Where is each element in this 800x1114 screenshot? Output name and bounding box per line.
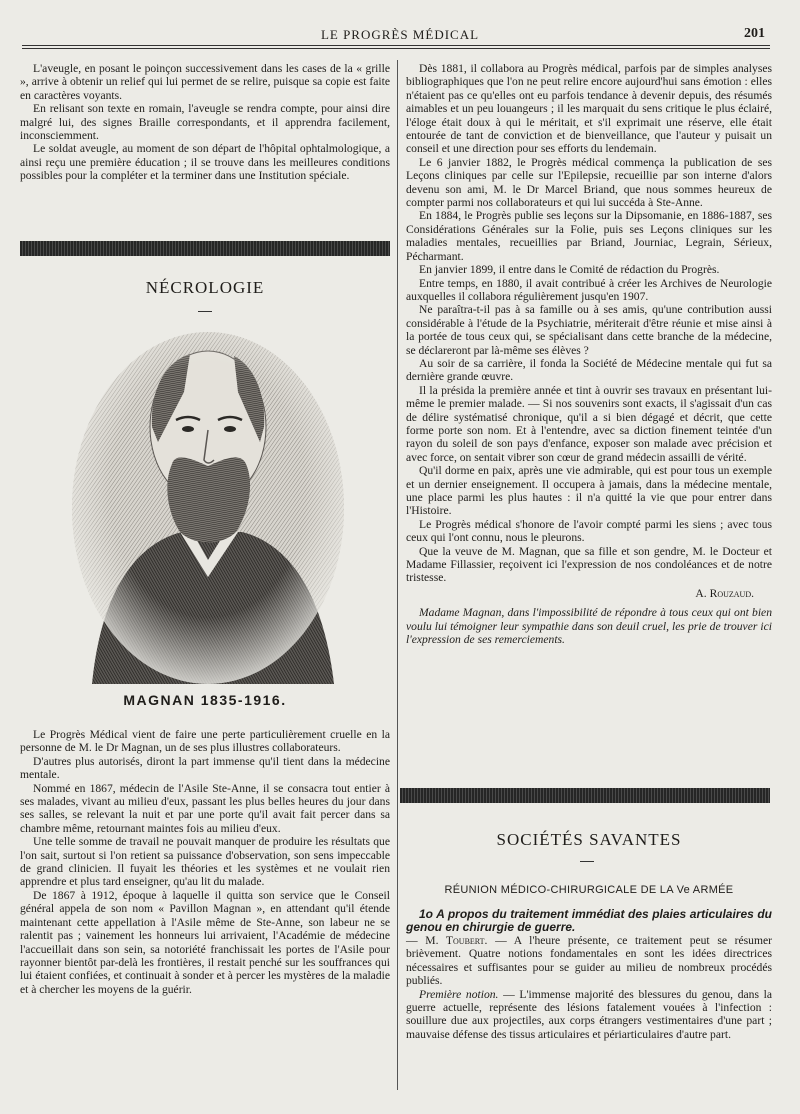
paragraph: Le Progrès médical s'honore de l'avoir compté parmi les siens ; avec tous ceux qui l'ont connu, nous le pleurons. (406, 517, 772, 545)
paragraph: En relisant son texte en romain, l'aveugle se rendra compte, pour ainsi dire malgré lui, des signes Braille correspondants, et il apprendra facilement, inconsciemment. (20, 102, 390, 143)
header-rule (22, 45, 770, 49)
title-dash (198, 311, 212, 312)
paragraph: Ne paraîtra-t-il pas à sa famille ou à ses amis, qu'une contribution aussi considérable à l'étude de la Psychiatrie, mériterait d'être réunie et mise ainsi à la portée de tous ceux qui, se spécialisant dans cette branche de la médecine, se déclareront par là-même ses élèves ? (406, 303, 772, 357)
paragraph: En 1884, le Progrès publie ses leçons sur la Dipsomanie, en 1886-1887, ses Considérations Générales sur la Folie, puis ses Leçons cliniques sur les maladies mentales, recueillies par Briand, Journiac, Legrain, Sérieux, Pécharmant. (406, 209, 772, 263)
paragraph: Le soldat aveugle, au moment de son départ de l'hôpital ophtalmologique, a ainsi reçu une première éducation ; il se trouve dans les meilleures conditions possibles pour la compléter et la terminer dans une Institution spéciale. (20, 142, 390, 183)
paragraph: Qu'il dorme en paix, après une vie admirable, qui est pour tous un exemple et un dernier enseignement. Il occupera à jamais, dans la médecine mentale, une place parmi les plus hautes : il n'a quitté la vie que pour entrer dans l'Histoire. (406, 464, 772, 518)
paragraph: Nommé en 1867, médecin de l'Asile Ste-Anne, il se consacra tout entier à ses malades, vivant au milieu d'eux, passant les plus belles heures du jour dans ses salles, se relevant la nuit et par une porte qu'il avait fait percer dans sa chambre même, retournant maintes fois au milieu d'eux. (20, 781, 390, 835)
paragraph: D'autres plus autorisés, diront la part immense qu'il tient dans la médecine mentale. (20, 754, 390, 782)
magnan-portrait (72, 332, 344, 684)
societes-title: SOCIÉTÉS SAVANTES (496, 830, 682, 849)
italic-notice: Madame Magnan, dans l'impossibilité de répondre à tous ceux qui ont bien voulu lui témoigner leur sympathie dans son deuil cruel, les prie de trouver ici l'expression de ses remerciements. (406, 606, 772, 647)
societes-article (406, 908, 772, 1041)
section-band (400, 788, 770, 803)
page-number: 201 (744, 26, 765, 41)
column-divider (397, 60, 398, 1090)
author-signature: A. Rouzaud. (695, 586, 754, 600)
paragraph: Il la présida la première année et tint à ouvrir ses travaux en présentant lui-même le premier malade. — Si nos souvenirs sont exacts, il s'agissait d'un cas de délire systématisé chronique, qu'il a si bien dégagé et décrit, que cette forme porte son nom. Et à l'entendre, avec sa diction finement teintée d'un rayon du soleil de son pays d'enfance, exposer son malade avec précision et avec force, on sentait vibrer son cœur de grand médecin assailli de vérité. (406, 383, 772, 464)
paragraph: Que la veuve de M. Magnan, que sa fille et son gendre, M. le Docteur et Madame Fillassier, reçoivent ici l'expression de nos condoléances et de notre tristesse. (406, 544, 772, 585)
paragraph: Entre temps, en 1880, il avait contribué à créer les Archives de Neurologie auxquelles il collabora régulièrement jusqu'en 1907. (406, 276, 772, 303)
section-band (20, 241, 390, 256)
running-header: LE PROGRÈS MÉDICAL (320, 27, 480, 42)
article-title: 1o A propos du traitement immédiat des plaies articulaires du genou en chirurgie de guerre. (406, 907, 772, 934)
article-author: — M. Toubert. (406, 934, 488, 947)
notion-label: Première notion. (419, 987, 499, 1001)
paragraph: Le Progrès Médical vient de faire une perte particulièrement cruelle en la personne de M. le Dr Magnan, un de ses plus illustres collaborateurs. (20, 728, 390, 755)
paragraph: L'aveugle, en posant le poinçon successivement dans les cases de la « grille », arrive à obtenir un relief qui lui permet de se relire, puisque sa copie est faite en caractères voyants. (20, 62, 390, 102)
paragraph: Une telle somme de travail ne pouvait manquer de produire les résultats que l'on sait, surtout si l'on retient sa puissance d'observation, son sens impeccable de grand clinicien. Il fuyait les théories et les systèmes et ne voulait rien apprendre et plus tard enseigner, qu'au lit du malade. (20, 835, 390, 889)
portrait-caption: MAGNAN 1835-1916. (123, 692, 287, 708)
paragraph: De 1867 à 1912, époque à laquelle il quitta son service que le Conseil général appela de son nom « Pavillon Magnan », en attendant qu'il étende maintenant cette appellation à l'Asile même de Ste-Anne, son labeur ne se ralentit pas ; vainement les honneurs lui arrivaient, l'Académie de médecine l'accueillait dans son sein, sa notoriété franchissait les portes de l'Asile pour rayonner bientôt par-delà les frontières, il restait penché sur les souffrances qui lui étaient confiées, et continuait à sonder et à percer les mystères de la maladie et à chercher les moyens de la guérir. (20, 888, 390, 996)
paragraph: Dès 1881, il collabora au Progrès médical, parfois par de simples analyses bibliographiques que l'on ne peut relire encore aujourd'hui sans émotion : elles n'étaient pas ce qu'elles ont eu parfois tendance à devenir depuis, des résumés aimables et un peu louangeurs ; il les marquait du sens critique le plus éclairé, l'éloge était doux à qui le méritait, et s'il exprimait une réserve, elle était entourée de tant de conviction et de bienveillance, que l'auteur y puisait un conseil et une direction pour ses efforts du lendemain. (406, 62, 772, 156)
necrologie-title: NÉCROLOGIE (145, 278, 265, 297)
obituary-left (20, 728, 390, 996)
paragraph: En janvier 1899, il entre dans le Comité de rédaction du Progrès. (419, 263, 720, 277)
title-dash (580, 861, 594, 862)
obituary-right (406, 62, 772, 646)
meeting-heading: RÉUNION MÉDICO-CHIRURGICALE DE LA Ve ARMÉE (444, 884, 734, 896)
braille-article-end (20, 62, 390, 183)
paragraph: Le 6 janvier 1882, le Progrès médical commença la publication de ses Leçons cliniques par celle sur l'Epilepsie, recueillie par son interne d'alors devenu son ami, M. le Dr Marcel Briand, que nous sommes heureux de compter parmi nos collaborateurs et qui lui succéda à Ste-Anne. (406, 155, 772, 210)
notion-text: — L'immense majorité des blessures du genou, dans la guerre actuelle, représente des lésions fatalement vouées à l'infection : souillure due aux projectiles, aux corps étrangers vestimentaires d'une part ; mauvaise défense des tissus articulaires et périarticulaires d'autre part. (406, 987, 773, 1041)
paragraph: Au soir de sa carrière, il fonda la Société de Médecine mentale qui fut sa dernière grande œuvre. (406, 356, 772, 384)
article-intro: — A l'heure présente, ce traitement peut se résumer brièvement. Quatre notions fondamentales en sont les idées directrices nécessaires et suffisantes pour se guider au milieu de nombreux procédés publiés. (406, 934, 772, 988)
